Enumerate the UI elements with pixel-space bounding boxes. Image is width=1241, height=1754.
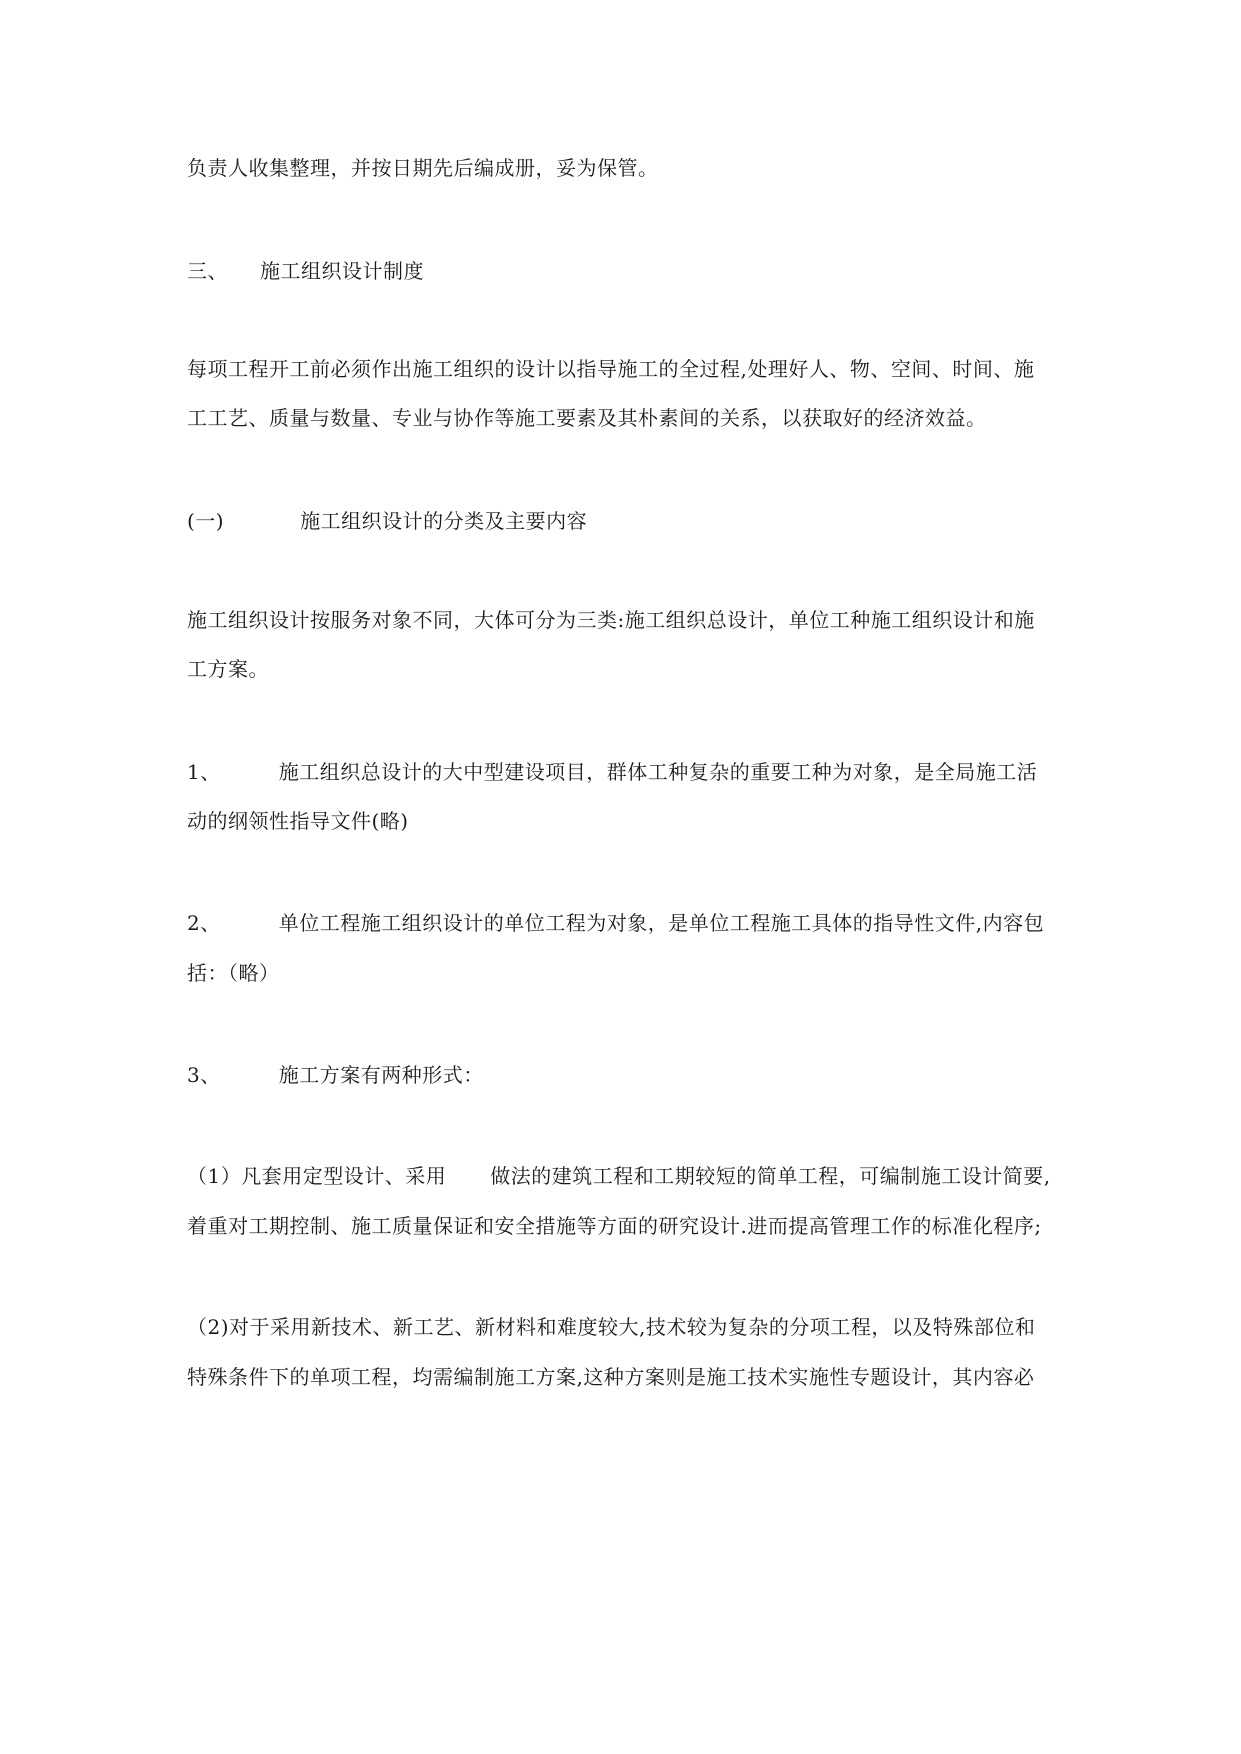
subsection-number: (一) bbox=[187, 509, 225, 533]
subsection-heading bbox=[187, 507, 587, 535]
section-title: 施工组织设计制度 bbox=[260, 259, 424, 283]
section-heading bbox=[187, 257, 424, 285]
subsection-title: 施工组织设计的分类及主要内容 bbox=[300, 509, 588, 533]
form-item-text-a: （1）凡套用定型设计、采用 bbox=[187, 1164, 447, 1188]
list-item-number: 1、 bbox=[187, 760, 221, 784]
paragraph-line: 每项工程开工前必须作出施工组织的设计以指导施工的全过程,处理好人、物、空间、时间、施 bbox=[187, 357, 1035, 381]
paragraph-line: 施工组织设计按服务对象不同，大体可分为三类:施工组织总设计，单位工种施工组织设计和施 bbox=[187, 608, 1035, 632]
paragraph-line: 工工艺、质量与数量、专业与协作等施工要素及其朴素间的关系，以获取好的经济效益。 bbox=[187, 406, 987, 430]
form-item-continuation: 特殊条件下的单项工程，均需编制施工方案,这种方案则是施工技术实施性专题设计，其内容必 bbox=[187, 1365, 1035, 1389]
list-item-number: 3、 bbox=[187, 1063, 221, 1087]
form-item bbox=[187, 1162, 1051, 1190]
list-item-text: 单位工程施工组织设计的单位工程为对象，是单位工程施工具体的指导性文件,内容包 bbox=[278, 911, 1045, 935]
list-item bbox=[187, 1061, 484, 1089]
list-item-continuation: 动的纲领性指导文件(略) bbox=[187, 809, 409, 833]
list-item-continuation: 括：（略） bbox=[187, 961, 280, 985]
list-item bbox=[187, 909, 1044, 937]
list-item-text: 施工组织总设计的大中型建设项目，群体工种复杂的重要工种为对象，是全局施工活 bbox=[278, 760, 1038, 784]
list-item bbox=[187, 758, 1037, 786]
paragraph-intro-tail: 负责人收集整理，并按日期先后编成册，妥为保管。 bbox=[187, 156, 659, 180]
form-item-text-b: 做法的建筑工程和工期较短的简单工程，可编制施工设计简要, bbox=[490, 1164, 1051, 1188]
section-number: 三、 bbox=[187, 259, 228, 283]
list-item-text: 施工方案有两种形式： bbox=[278, 1063, 484, 1087]
form-item: （2)对于采用新技术、新工艺、新材料和难度较大,技术较为复杂的分项工程，以及特殊部位和 bbox=[187, 1315, 1036, 1339]
form-item-continuation: 着重对工期控制、施工质量保证和安全措施等方面的研究设计.进而提高管理工作的标准化程序; bbox=[187, 1214, 1042, 1238]
list-item-number: 2、 bbox=[187, 911, 221, 935]
paragraph-line: 工方案。 bbox=[187, 657, 269, 681]
